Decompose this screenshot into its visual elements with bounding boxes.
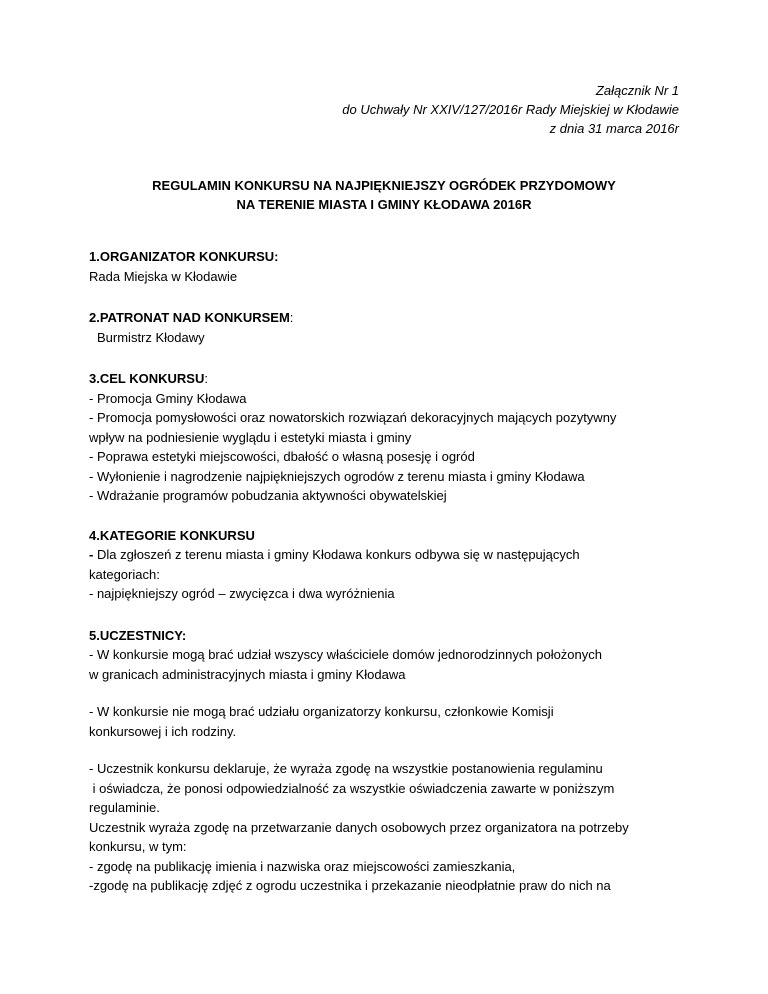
paragraph-line: - W konkursie nie mogą brać udziału organizatorzy konkursu, członkowie Komisji — [89, 704, 554, 719]
paragraph-line: regulaminie. — [89, 800, 160, 815]
section-heading: 4.KATEGORIE KONKURSU — [89, 527, 255, 543]
list-item: - Wdrażanie programów pobudzania aktywności obywatelskiej — [89, 488, 447, 503]
section-text-line — [89, 545, 689, 565]
section-heading: 2.PATRONAT NAD KONKURSEM — [89, 310, 290, 325]
attachment-header — [342, 81, 679, 138]
section-heading: 5.UCZESTNICY: — [89, 627, 187, 643]
section-heading-line — [89, 308, 689, 328]
list-item: - Wyłonienie i nagrodzenie najpiękniejszych ogrodów z terenu miasta i gminy Kłodawa — [89, 468, 585, 484]
heading-colon: : — [204, 371, 208, 386]
list-item: wpływ na podniesienie wyglądu i estetyki miasta i gminy — [89, 429, 412, 445]
section-organizer — [89, 247, 689, 286]
section-text: Burmistrz Kłodawy — [97, 329, 205, 345]
section-text: Dla zgłoszeń z terenu miasta i gminy Kłodawa konkurs odbywa się w następujących — [93, 547, 580, 562]
paragraph-line: - zgodę na publikację imienia i nazwiska oraz miejscowości zamieszkania, — [89, 858, 516, 874]
section-heading-line — [89, 369, 689, 389]
list-item: - Promocja Gminy Kłodawa — [89, 390, 247, 406]
paragraph-line: - Uczestnik konkursu deklaruje, że wyraża zgodę na wszystkie postanowienia regulaminu — [89, 761, 603, 776]
title-line-2: NA TERENIE MIASTA I GMINY KŁODAWA 2016R — [236, 197, 532, 212]
paragraph-line: konkursu, w tym: — [89, 839, 187, 854]
section-heading: 3.CEL KONKURSU — [89, 371, 205, 386]
section-categories — [89, 526, 689, 604]
paragraph-line: i oświadcza, że ponosi odpowiedzialność za wszystkie oświadczenia zawarte w poniższym — [89, 780, 615, 796]
paragraph-line: - W konkursie mogą brać udział wszyscy właściciele domów jednorodzinnych położonych — [89, 647, 602, 662]
section-heading: 1.ORGANIZATOR KONKURSU: — [89, 249, 279, 264]
paragraph-line: Uczestnik wyraża zgodę na przetwarzanie danych osobowych przez organizatora na potrzeby — [89, 819, 629, 835]
document-body — [89, 247, 689, 896]
heading-colon: : — [289, 310, 294, 325]
list-item: - Poprawa estetyki miejscowości, dbałość o własną posesję i ogród — [89, 449, 475, 464]
resolution-date: z dnia 31 marca 2016r — [549, 121, 679, 136]
title-line-1: REGULAMIN KONKURSU NA NAJPIĘKNIEJSZY OGRÓDEK PRZYDOMOWY — [152, 178, 616, 193]
list-item: - najpiękniejszy ogród – zwycięzca i dwa wyróżnienia — [89, 586, 395, 601]
section-participants — [89, 626, 689, 896]
section-text: Rada Miejska w Kłodawie — [89, 268, 238, 284]
list-item: - Promocja pomysłowości oraz nowatorskich rozwiązań dekoracyjnych mających pozytywny — [89, 410, 617, 425]
paragraph-line: w granicach administracyjnych miasta i gminy Kłodawa — [89, 666, 406, 682]
section-text: kategoriach: — [89, 566, 160, 582]
bold-dash: - — [89, 547, 94, 562]
section-patronage — [89, 308, 689, 347]
paragraph-line: -zgodę na publikację zdjęć z ogrodu uczestnika i przekazanie nieodpłatnie praw do nich na — [89, 878, 611, 893]
document-title — [0, 176, 768, 214]
section-goal — [89, 369, 689, 506]
resolution-reference: do Uchwały Nr XXIV/127/2016r Rady Miejskiej w Kłodawie — [342, 102, 679, 117]
paragraph-line: konkursowej i ich rodziny. — [89, 723, 237, 739]
attachment-number: Załącznik Nr 1 — [595, 83, 679, 98]
